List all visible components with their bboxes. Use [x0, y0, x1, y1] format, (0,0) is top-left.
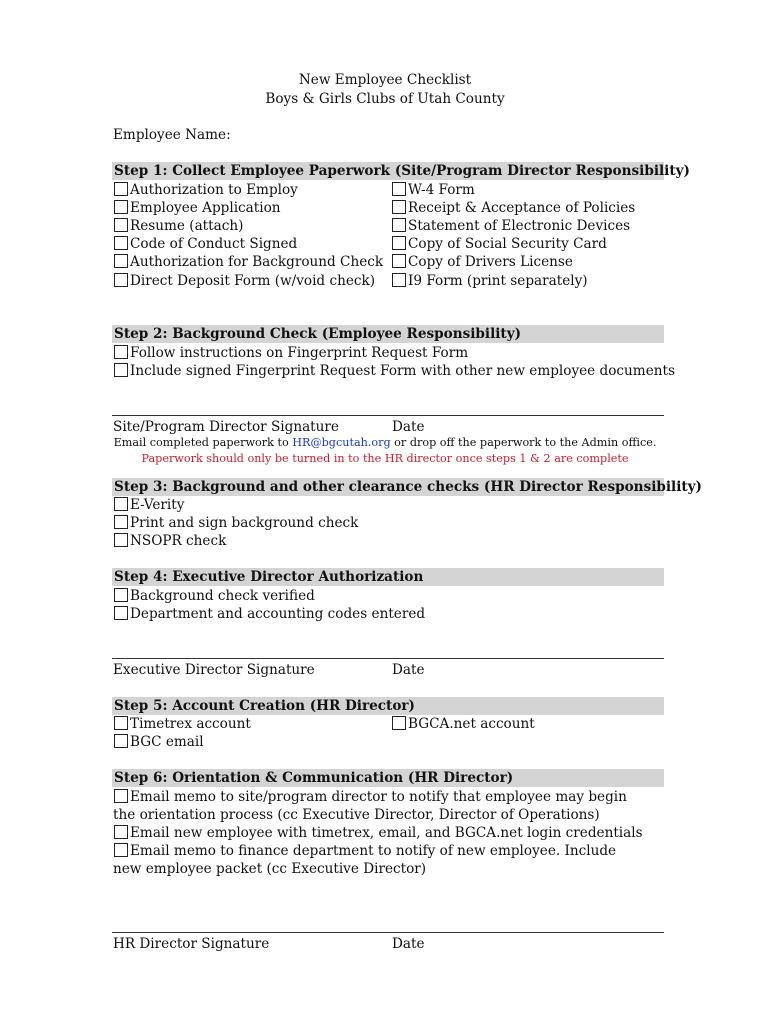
step1-header: Step 1: Collect Employee Paperwork (Site/Program Director Responsibility): [114, 163, 690, 179]
checkbox[interactable]: [114, 789, 128, 803]
step1-item[interactable]: Receipt & Acceptance of Policies: [392, 199, 635, 217]
step2-item[interactable]: Include signed Fingerprint Request Form with other new employee documents: [114, 362, 675, 380]
checkbox[interactable]: [114, 182, 128, 196]
date-label: Date: [392, 662, 425, 678]
step6-item[interactable]: Email memo to finance department to notify of new employee. Include: [114, 842, 616, 860]
step3-item[interactable]: E-Verity: [114, 496, 184, 514]
checkbox[interactable]: [392, 716, 406, 730]
step1-item[interactable]: Copy of Social Security Card: [392, 235, 607, 253]
step3-header: Step 3: Background and other clearance checks (HR Director Responsibility): [114, 479, 702, 495]
email-note: Email completed paperwork to HR@bgcutah.org or drop off the paperwork to the Admin office.: [113, 436, 657, 449]
step1-item[interactable]: Direct Deposit Form (w/void check): [114, 272, 375, 290]
step1-item[interactable]: Code of Conduct Signed: [114, 235, 297, 253]
step1-item[interactable]: Statement of Electronic Devices: [392, 217, 630, 235]
hr-director-signature-label: HR Director Signature: [113, 936, 270, 952]
step6-item-continued: new employee packet (cc Executive Director): [113, 861, 427, 877]
date-label: Date: [392, 936, 425, 952]
step4-item[interactable]: Department and accounting codes entered: [114, 605, 425, 623]
checkbox[interactable]: [114, 588, 128, 602]
step3-item[interactable]: Print and sign background check: [114, 514, 358, 532]
step6-item[interactable]: Email new employee with timetrex, email, and BGCA.net login credentials: [114, 824, 643, 842]
executive-director-signature-label: Executive Director Signature: [113, 662, 315, 678]
checkbox[interactable]: [114, 273, 128, 287]
step2-header: Step 2: Background Check (Employee Responsibility): [112, 325, 664, 343]
employee-name-label: Employee Name:: [113, 127, 231, 143]
step5-item[interactable]: BGCA.net account: [392, 715, 535, 733]
step5-item[interactable]: BGC email: [114, 733, 204, 751]
step1-item[interactable]: Copy of Drivers License: [392, 253, 573, 271]
step3-item[interactable]: NSOPR check: [114, 532, 226, 550]
step1-item[interactable]: Resume (attach): [114, 217, 243, 235]
step1-item[interactable]: W-4 Form: [392, 181, 475, 199]
checkbox[interactable]: [392, 182, 406, 196]
checkbox[interactable]: [114, 236, 128, 250]
site-director-signature-label: Site/Program Director Signature: [113, 419, 339, 435]
checkbox[interactable]: [392, 254, 406, 268]
step1-item[interactable]: I9 Form (print separately): [392, 272, 588, 290]
step4-item[interactable]: Background check verified: [114, 587, 315, 605]
checkbox[interactable]: [114, 200, 128, 214]
organization-name: Boys & Girls Clubs of Utah County: [265, 91, 505, 107]
step6-header: Step 6: Orientation & Communication (HR Director): [112, 769, 664, 787]
step6-item[interactable]: Email memo to site/program director to notify that employee may begin: [114, 788, 627, 806]
checkbox[interactable]: [392, 236, 406, 250]
hr-email-link[interactable]: HR@bgcutah.org: [292, 436, 391, 449]
checkbox[interactable]: [392, 200, 406, 214]
step5-item[interactable]: Timetrex account: [114, 715, 251, 733]
checkbox[interactable]: [114, 716, 128, 730]
document-title: New Employee Checklist: [298, 72, 472, 88]
checkbox[interactable]: [114, 533, 128, 547]
step1-item[interactable]: Employee Application: [114, 199, 281, 217]
checkbox[interactable]: [114, 218, 128, 232]
checkbox[interactable]: [114, 363, 128, 377]
checkbox[interactable]: [114, 254, 128, 268]
checkbox[interactable]: [114, 497, 128, 511]
step1-item[interactable]: Authorization to Employ: [114, 181, 298, 199]
checkbox[interactable]: [114, 825, 128, 839]
checkbox[interactable]: [114, 345, 128, 359]
checkbox[interactable]: [114, 515, 128, 529]
checkbox[interactable]: [114, 734, 128, 748]
step5-header: Step 5: Account Creation (HR Director): [112, 697, 664, 715]
signature-line[interactable]: [112, 415, 664, 416]
date-label: Date: [392, 419, 425, 435]
step6-item-continued: the orientation process (cc Executive Director, Director of Operations): [113, 807, 600, 823]
step1-item[interactable]: Authorization for Background Check: [114, 253, 383, 271]
checkbox[interactable]: [114, 843, 128, 857]
step2-item[interactable]: Follow instructions on Fingerprint Request Form: [114, 344, 468, 362]
signature-line[interactable]: [112, 658, 664, 659]
warning-note: Paperwork should only be turned in to the HR director once steps 1 & 2 are complete: [141, 452, 629, 465]
checkbox[interactable]: [114, 606, 128, 620]
checkbox[interactable]: [392, 273, 406, 287]
checkbox[interactable]: [392, 218, 406, 232]
step4-header: Step 4: Executive Director Authorization: [112, 568, 664, 586]
signature-line[interactable]: [112, 932, 664, 933]
